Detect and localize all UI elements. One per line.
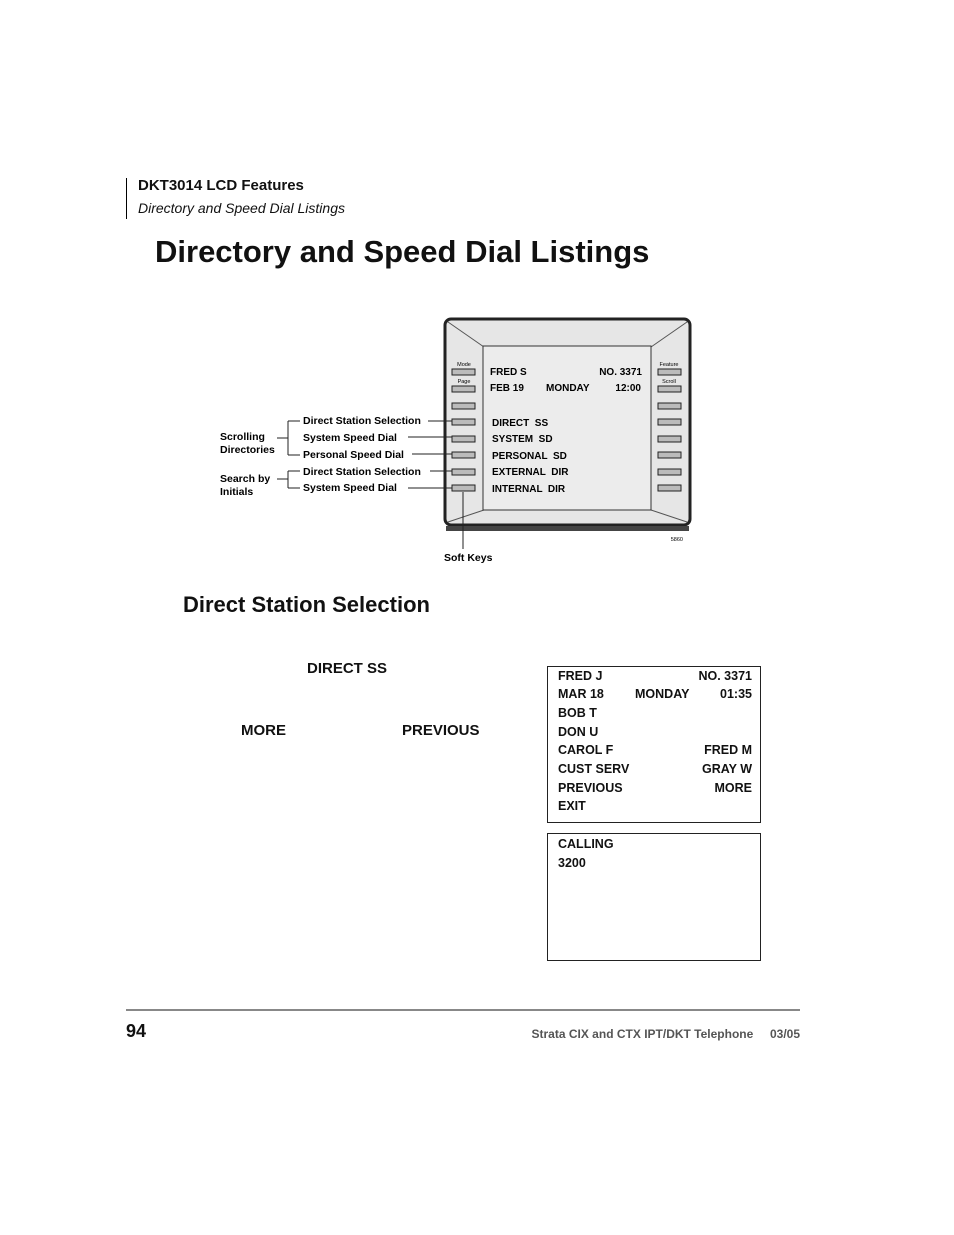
feature-key-label: Feature bbox=[659, 362, 679, 368]
soft-key-left-3[interactable] bbox=[452, 436, 475, 442]
lcd-display-calling bbox=[547, 833, 761, 961]
keyword-previous: PREVIOUS bbox=[402, 722, 480, 739]
lcd-row4-left: DON U bbox=[558, 725, 599, 739]
keyword-more: MORE bbox=[241, 722, 286, 739]
lcd-row7-right: MORE bbox=[714, 781, 752, 795]
display-line2-time: 12:00 bbox=[615, 383, 641, 394]
scroll-key-label: Scroll bbox=[662, 379, 676, 385]
display-menu-item: DIRECT SS bbox=[492, 418, 549, 429]
lcd-figure bbox=[0, 0, 954, 600]
soft-key-left-6[interactable] bbox=[452, 485, 475, 491]
lcd-row7-left: PREVIOUS bbox=[558, 781, 623, 795]
display-menu-item: SYSTEM SD bbox=[492, 434, 553, 445]
lcd-row6-left: CUST SERV bbox=[558, 762, 630, 776]
lcd-row6-right: GRAY W bbox=[701, 762, 752, 776]
callout-label: System Speed Dial bbox=[303, 482, 397, 494]
section-title: DKT3014 LCD Features bbox=[138, 177, 304, 194]
page-key[interactable] bbox=[452, 386, 475, 392]
scrolling-directories-label: Scrolling Directories bbox=[220, 431, 275, 456]
display-menu-item: PERSONAL SD bbox=[492, 451, 567, 462]
section-subtitle: Directory and Speed Dial Listings bbox=[138, 200, 345, 216]
lcd-row2-day: MONDAY bbox=[635, 687, 690, 701]
lcd-row2-date: MAR 18 bbox=[558, 687, 604, 701]
display-menu-item: EXTERNAL DIR bbox=[492, 467, 569, 478]
display-line1-left: FRED S bbox=[490, 367, 527, 378]
display-menu-item: INTERNAL DIR bbox=[492, 484, 566, 495]
soft-key-right-1[interactable] bbox=[658, 403, 681, 409]
soft-key-left-2[interactable] bbox=[452, 419, 475, 425]
lcd-row1-left: FRED J bbox=[558, 669, 603, 683]
callout-label: Direct Station Selection bbox=[303, 415, 421, 427]
figure-number: 5860 bbox=[670, 537, 683, 543]
page-title: Directory and Speed Dial Listings bbox=[155, 234, 650, 269]
display-line1-right: NO. 3371 bbox=[599, 367, 642, 378]
soft-keys-label: Soft Keys bbox=[444, 552, 493, 564]
search-by-initials-label: Search by Initials bbox=[220, 473, 271, 498]
lcd-row1-right: NO. 3371 bbox=[698, 669, 752, 683]
callout-label: Personal Speed Dial bbox=[303, 449, 404, 461]
soft-key-right-5[interactable] bbox=[658, 469, 681, 475]
callout-label: System Speed Dial bbox=[303, 432, 397, 444]
phone-base bbox=[446, 526, 689, 531]
soft-key-right-6[interactable] bbox=[658, 485, 681, 491]
lcd-calling-row1: CALLING bbox=[558, 837, 614, 851]
lcd-row8-left: EXIT bbox=[558, 799, 586, 813]
footer-text: Strata CIX and CTX IPT/DKT Telephone 03/05 bbox=[531, 1027, 800, 1041]
lcd-row3-left: BOB T bbox=[558, 706, 597, 720]
feature-key[interactable] bbox=[658, 369, 681, 375]
lcd-row2-time: 01:35 bbox=[720, 687, 752, 701]
lcd-calling-row2: 3200 bbox=[558, 856, 586, 870]
soft-key-right-4[interactable] bbox=[658, 452, 681, 458]
lcd-display-directory bbox=[547, 666, 761, 823]
callout-label: Direct Station Selection bbox=[303, 466, 421, 478]
soft-key-left-5[interactable] bbox=[452, 469, 475, 475]
page-number: 94 bbox=[126, 1021, 147, 1041]
display-line2-day: MONDAY bbox=[546, 383, 590, 394]
keyword-direct-ss: DIRECT SS bbox=[307, 660, 388, 677]
lcd-row5-right: FRED M bbox=[704, 743, 752, 757]
mode-key-label: Mode bbox=[457, 362, 471, 368]
display-line2-date: FEB 19 bbox=[490, 383, 524, 394]
soft-key-right-3[interactable] bbox=[658, 436, 681, 442]
footer-rule bbox=[126, 1009, 800, 1011]
mode-key[interactable] bbox=[452, 369, 475, 375]
soft-key-right-2[interactable] bbox=[658, 419, 681, 425]
soft-key-left-1[interactable] bbox=[452, 403, 475, 409]
lcd-row5-left: CAROL F bbox=[558, 743, 614, 757]
section-heading: Direct Station Selection bbox=[183, 592, 430, 617]
soft-key-left-4[interactable] bbox=[452, 452, 475, 458]
scroll-key[interactable] bbox=[658, 386, 681, 392]
page-key-label: Page bbox=[457, 379, 471, 385]
